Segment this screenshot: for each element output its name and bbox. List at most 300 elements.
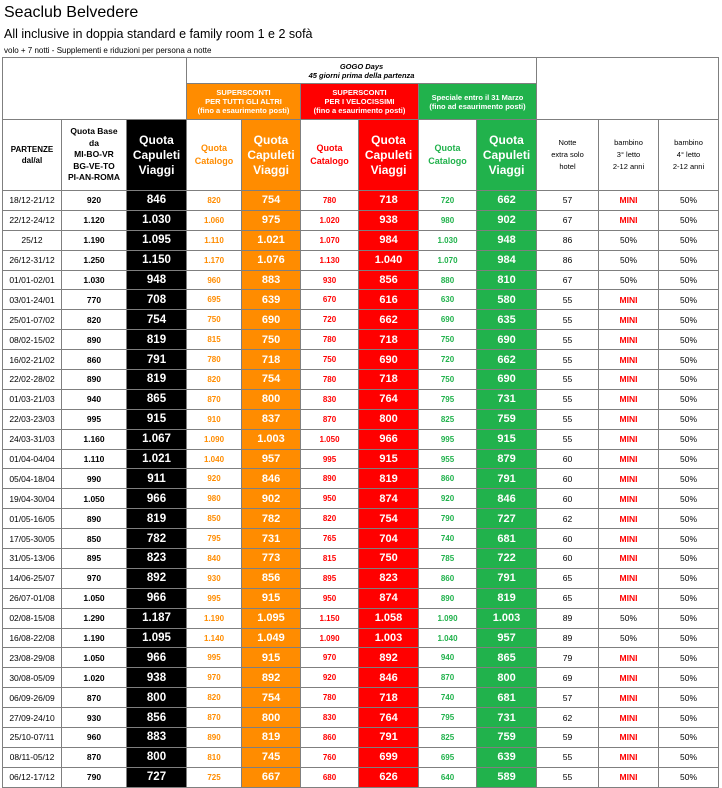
cell-bambino-3: MINI [599, 529, 659, 549]
cell-bambino-3: MINI [599, 449, 659, 469]
cell-bambino-3: MINI [599, 469, 659, 489]
header-quota-capuleti-green: Quota Capuleti Viaggi [477, 120, 537, 191]
cell-catalogo-red: 950 [301, 489, 359, 509]
cell-catalogo-orange: 750 [187, 310, 242, 330]
cell-bambino-4: 50% [659, 628, 719, 648]
cell-capuleti-green: 690 [477, 330, 537, 350]
table-row [3, 568, 719, 588]
cell-quota-capuleti: 1.030 [127, 210, 187, 230]
cell-notte-extra: 55 [537, 290, 599, 310]
cell-capuleti-red: 791 [359, 728, 419, 748]
cell-capuleti-orange: 639 [242, 290, 301, 310]
cell-capuleti-orange: 754 [242, 688, 301, 708]
table-row [3, 370, 719, 390]
gogo-header-row [3, 58, 719, 84]
cell-bambino-3: MINI [599, 767, 659, 787]
cell-catalogo-red: 830 [301, 708, 359, 728]
cell-quota-base: 890 [62, 370, 127, 390]
header-quota-catalogo-red: Quota Catalogo [301, 120, 359, 191]
table-row [3, 449, 719, 469]
cell-quota-capuleti: 966 [127, 489, 187, 509]
cell-bambino-4: 50% [659, 429, 719, 449]
cell-catalogo-orange: 1.040 [187, 449, 242, 469]
cell-partenza: 31/05-13/06 [3, 549, 62, 569]
cell-bambino-3: MINI [599, 389, 659, 409]
cell-quota-capuleti: 819 [127, 370, 187, 390]
cell-catalogo-green: 860 [419, 469, 477, 489]
table-row [3, 588, 719, 608]
cell-capuleti-red: 1.040 [359, 250, 419, 270]
page-note: volo + 7 notti - Supplementi e riduzioni per persona a notte [4, 46, 212, 55]
cell-quota-base: 1.250 [62, 250, 127, 270]
cell-bambino-3: 50% [599, 230, 659, 250]
cell-capuleti-green: 759 [477, 409, 537, 429]
cell-bambino-4: 50% [659, 290, 719, 310]
cell-bambino-3: 50% [599, 250, 659, 270]
cell-bambino-3: MINI [599, 429, 659, 449]
cell-catalogo-orange: 780 [187, 350, 242, 370]
cell-bambino-4: 50% [659, 688, 719, 708]
cell-catalogo-orange: 810 [187, 747, 242, 767]
cell-bambino-4: 50% [659, 330, 719, 350]
cell-capuleti-orange: 1.049 [242, 628, 301, 648]
cell-capuleti-red: 938 [359, 210, 419, 230]
cell-capuleti-red: 750 [359, 549, 419, 569]
cell-catalogo-green: 870 [419, 668, 477, 688]
cell-catalogo-red: 680 [301, 767, 359, 787]
cell-capuleti-red: 966 [359, 429, 419, 449]
cell-capuleti-green: 791 [477, 568, 537, 588]
cell-quota-base: 930 [62, 708, 127, 728]
cell-catalogo-red: 1.090 [301, 628, 359, 648]
table-row [3, 688, 719, 708]
cell-catalogo-red: 670 [301, 290, 359, 310]
cell-capuleti-green: 1.003 [477, 608, 537, 628]
cell-catalogo-red: 750 [301, 350, 359, 370]
header-bambino-3: bambino 3° letto 2-12 anni [599, 120, 659, 191]
cell-catalogo-green: 1.090 [419, 608, 477, 628]
cell-notte-extra: 60 [537, 549, 599, 569]
cell-catalogo-green: 720 [419, 191, 477, 211]
cell-catalogo-orange: 870 [187, 708, 242, 728]
cell-capuleti-green: 810 [477, 270, 537, 290]
cell-notte-extra: 60 [537, 489, 599, 509]
cell-catalogo-orange: 1.140 [187, 628, 242, 648]
cell-catalogo-red: 870 [301, 409, 359, 429]
cell-bambino-3: MINI [599, 409, 659, 429]
table-row [3, 389, 719, 409]
cell-capuleti-green: 865 [477, 648, 537, 668]
cell-catalogo-orange: 840 [187, 549, 242, 569]
cell-bambino-3: MINI [599, 648, 659, 668]
cell-catalogo-orange: 850 [187, 509, 242, 529]
cell-bambino-3: MINI [599, 588, 659, 608]
page-subtitle: All inclusive in doppia standard e family room 1 e 2 sofà [4, 27, 313, 41]
cell-capuleti-red: 874 [359, 489, 419, 509]
table-row [3, 608, 719, 628]
cell-bambino-3: MINI [599, 210, 659, 230]
cell-capuleti-green: 580 [477, 290, 537, 310]
cell-catalogo-orange: 1.090 [187, 429, 242, 449]
cell-capuleti-green: 759 [477, 728, 537, 748]
band-speciale-marzo: Speciale entro il 31 Marzo (fino ad esaurimento posti) [419, 84, 537, 120]
table-row [3, 728, 719, 748]
cell-partenza: 05/04-18/04 [3, 469, 62, 489]
header-quota-base: Quota Base da MI-BO-VR BG-VE-TO PI-AN-ROMA [62, 120, 127, 191]
cell-notte-extra: 55 [537, 747, 599, 767]
cell-quota-base: 890 [62, 330, 127, 350]
cell-bambino-4: 50% [659, 469, 719, 489]
cell-bambino-4: 50% [659, 270, 719, 290]
cell-partenza: 08/11-05/12 [3, 747, 62, 767]
table-row [3, 230, 719, 250]
cell-partenza: 02/08-15/08 [3, 608, 62, 628]
cell-bambino-3: MINI [599, 747, 659, 767]
band-supersconti-velocissimi: SUPERSCONTI PER I VELOCISSIMI (fino a esaurimento posti) [301, 84, 419, 120]
cell-catalogo-orange: 795 [187, 529, 242, 549]
table-row [3, 469, 719, 489]
cell-catalogo-green: 890 [419, 588, 477, 608]
table-row [3, 668, 719, 688]
cell-notte-extra: 57 [537, 688, 599, 708]
table-row [3, 191, 719, 211]
cell-bambino-4: 50% [659, 529, 719, 549]
cell-catalogo-green: 1.070 [419, 250, 477, 270]
cell-catalogo-red: 830 [301, 389, 359, 409]
cell-catalogo-red: 720 [301, 310, 359, 330]
cell-catalogo-green: 1.030 [419, 230, 477, 250]
cell-partenza: 01/04-04/04 [3, 449, 62, 469]
cell-capuleti-orange: 667 [242, 767, 301, 787]
cell-quota-base: 1.190 [62, 230, 127, 250]
cell-capuleti-red: 690 [359, 350, 419, 370]
cell-bambino-3: MINI [599, 350, 659, 370]
cell-capuleti-green: 984 [477, 250, 537, 270]
cell-catalogo-red: 890 [301, 469, 359, 489]
cell-capuleti-red: 1.058 [359, 608, 419, 628]
cell-quota-capuleti: 883 [127, 728, 187, 748]
cell-catalogo-red: 1.020 [301, 210, 359, 230]
cell-notte-extra: 62 [537, 708, 599, 728]
cell-quota-base: 770 [62, 290, 127, 310]
cell-catalogo-orange: 820 [187, 370, 242, 390]
cell-catalogo-green: 880 [419, 270, 477, 290]
cell-capuleti-green: 681 [477, 688, 537, 708]
cell-catalogo-red: 1.150 [301, 608, 359, 628]
cell-capuleti-orange: 1.095 [242, 608, 301, 628]
cell-catalogo-orange: 890 [187, 728, 242, 748]
cell-partenza: 01/05-16/05 [3, 509, 62, 529]
cell-bambino-4: 50% [659, 747, 719, 767]
cell-quota-base: 895 [62, 549, 127, 569]
cell-capuleti-orange: 915 [242, 648, 301, 668]
cell-notte-extra: 89 [537, 608, 599, 628]
cell-partenza: 06/12-17/12 [3, 767, 62, 787]
cell-catalogo-red: 780 [301, 370, 359, 390]
cell-catalogo-red: 920 [301, 668, 359, 688]
cell-notte-extra: 60 [537, 449, 599, 469]
cell-catalogo-orange: 970 [187, 668, 242, 688]
cell-partenza: 22/03-23/03 [3, 409, 62, 429]
cell-capuleti-orange: 902 [242, 489, 301, 509]
cell-quota-base: 1.190 [62, 628, 127, 648]
cell-bambino-4: 50% [659, 389, 719, 409]
cell-catalogo-red: 1.050 [301, 429, 359, 449]
cell-catalogo-green: 630 [419, 290, 477, 310]
cell-capuleti-orange: 754 [242, 191, 301, 211]
cell-catalogo-green: 750 [419, 330, 477, 350]
cell-bambino-4: 50% [659, 767, 719, 787]
header-blank-left [3, 58, 187, 120]
cell-capuleti-green: 662 [477, 350, 537, 370]
cell-catalogo-green: 790 [419, 509, 477, 529]
cell-notte-extra: 55 [537, 330, 599, 350]
cell-catalogo-orange: 980 [187, 489, 242, 509]
cell-catalogo-red: 1.130 [301, 250, 359, 270]
table-row [3, 509, 719, 529]
cell-bambino-4: 50% [659, 230, 719, 250]
cell-partenza: 25/01-07/02 [3, 310, 62, 330]
cell-quota-capuleti: 800 [127, 747, 187, 767]
cell-capuleti-orange: 718 [242, 350, 301, 370]
cell-partenza: 26/07-01/08 [3, 588, 62, 608]
cell-capuleti-green: 690 [477, 370, 537, 390]
cell-quota-base: 920 [62, 191, 127, 211]
cell-quota-capuleti: 791 [127, 350, 187, 370]
header-quota-capuleti-orange: Quota Capuleti Viaggi [242, 120, 301, 191]
cell-notte-extra: 67 [537, 270, 599, 290]
cell-bambino-3: MINI [599, 568, 659, 588]
cell-notte-extra: 55 [537, 767, 599, 787]
cell-bambino-4: 50% [659, 608, 719, 628]
cell-bambino-3: 50% [599, 270, 659, 290]
cell-capuleti-orange: 1.003 [242, 429, 301, 449]
cell-partenza: 25/12 [3, 230, 62, 250]
cell-capuleti-green: 800 [477, 668, 537, 688]
cell-catalogo-green: 690 [419, 310, 477, 330]
table-row [3, 529, 719, 549]
cell-capuleti-orange: 731 [242, 529, 301, 549]
cell-partenza: 23/08-29/08 [3, 648, 62, 668]
cell-bambino-3: MINI [599, 708, 659, 728]
cell-capuleti-orange: 837 [242, 409, 301, 429]
cell-quota-capuleti: 708 [127, 290, 187, 310]
cell-capuleti-red: 856 [359, 270, 419, 290]
cell-capuleti-red: 984 [359, 230, 419, 250]
cell-quota-capuleti: 823 [127, 549, 187, 569]
cell-capuleti-orange: 690 [242, 310, 301, 330]
cell-quota-capuleti: 1.187 [127, 608, 187, 628]
cell-catalogo-red: 820 [301, 509, 359, 529]
table-row [3, 290, 719, 310]
column-header-row [3, 120, 719, 191]
cell-bambino-4: 50% [659, 568, 719, 588]
cell-notte-extra: 57 [537, 191, 599, 211]
cell-catalogo-green: 980 [419, 210, 477, 230]
cell-quota-capuleti: 782 [127, 529, 187, 549]
cell-bambino-4: 50% [659, 449, 719, 469]
cell-quota-base: 1.050 [62, 588, 127, 608]
cell-catalogo-orange: 995 [187, 648, 242, 668]
cell-quota-capuleti: 911 [127, 469, 187, 489]
cell-capuleti-red: 874 [359, 588, 419, 608]
table-row [3, 250, 719, 270]
cell-bambino-4: 50% [659, 350, 719, 370]
cell-capuleti-green: 589 [477, 767, 537, 787]
cell-bambino-4: 50% [659, 409, 719, 429]
cell-catalogo-red: 780 [301, 191, 359, 211]
cell-notte-extra: 65 [537, 588, 599, 608]
cell-capuleti-green: 727 [477, 509, 537, 529]
cell-notte-extra: 65 [537, 568, 599, 588]
cell-bambino-3: MINI [599, 728, 659, 748]
cell-partenza: 19/04-30/04 [3, 489, 62, 509]
cell-capuleti-green: 846 [477, 489, 537, 509]
cell-bambino-3: MINI [599, 191, 659, 211]
cell-bambino-3: MINI [599, 489, 659, 509]
cell-capuleti-red: 616 [359, 290, 419, 310]
cell-notte-extra: 89 [537, 628, 599, 648]
cell-bambino-3: MINI [599, 509, 659, 529]
cell-quota-base: 1.020 [62, 668, 127, 688]
cell-bambino-4: 50% [659, 210, 719, 230]
cell-capuleti-green: 662 [477, 191, 537, 211]
cell-quota-base: 1.120 [62, 210, 127, 230]
cell-capuleti-green: 819 [477, 588, 537, 608]
cell-notte-extra: 69 [537, 668, 599, 688]
cell-partenza: 08/02-15/02 [3, 330, 62, 350]
cell-catalogo-green: 740 [419, 688, 477, 708]
cell-quota-base: 1.050 [62, 489, 127, 509]
cell-catalogo-red: 995 [301, 449, 359, 469]
cell-quota-base: 940 [62, 389, 127, 409]
cell-capuleti-orange: 883 [242, 270, 301, 290]
cell-bambino-3: MINI [599, 668, 659, 688]
cell-quota-base: 860 [62, 350, 127, 370]
cell-bambino-3: MINI [599, 549, 659, 569]
header-partenze: PARTENZE dal/al [3, 120, 62, 191]
cell-catalogo-green: 825 [419, 728, 477, 748]
cell-quota-base: 990 [62, 469, 127, 489]
cell-quota-capuleti: 938 [127, 668, 187, 688]
cell-bambino-3: 50% [599, 628, 659, 648]
cell-bambino-4: 50% [659, 509, 719, 529]
cell-quota-base: 1.290 [62, 608, 127, 628]
table-row [3, 708, 719, 728]
cell-bambino-3: 50% [599, 608, 659, 628]
cell-capuleti-orange: 957 [242, 449, 301, 469]
cell-capuleti-orange: 782 [242, 509, 301, 529]
cell-catalogo-green: 795 [419, 389, 477, 409]
cell-bambino-4: 50% [659, 708, 719, 728]
cell-catalogo-red: 950 [301, 588, 359, 608]
cell-catalogo-orange: 910 [187, 409, 242, 429]
cell-notte-extra: 86 [537, 250, 599, 270]
band-supersconti-tutti: SUPERSCONTI PER TUTTI GLI ALTRI (fino a esaurimento posti) [187, 84, 301, 120]
cell-catalogo-orange: 1.060 [187, 210, 242, 230]
cell-quota-capuleti: 892 [127, 568, 187, 588]
cell-capuleti-red: 764 [359, 389, 419, 409]
cell-capuleti-red: 718 [359, 330, 419, 350]
cell-catalogo-red: 765 [301, 529, 359, 549]
cell-catalogo-green: 860 [419, 568, 477, 588]
cell-capuleti-orange: 773 [242, 549, 301, 569]
cell-catalogo-green: 1.040 [419, 628, 477, 648]
cell-capuleti-orange: 846 [242, 469, 301, 489]
cell-bambino-4: 50% [659, 489, 719, 509]
cell-quota-capuleti: 966 [127, 648, 187, 668]
cell-capuleti-green: 681 [477, 529, 537, 549]
cell-quota-capuleti: 819 [127, 509, 187, 529]
cell-quota-capuleti: 819 [127, 330, 187, 350]
cell-catalogo-orange: 1.190 [187, 608, 242, 628]
cell-bambino-3: MINI [599, 370, 659, 390]
cell-capuleti-green: 731 [477, 389, 537, 409]
cell-capuleti-orange: 915 [242, 588, 301, 608]
table-row [3, 310, 719, 330]
cell-partenza: 24/03-31/03 [3, 429, 62, 449]
cell-capuleti-red: 718 [359, 688, 419, 708]
cell-capuleti-red: 662 [359, 310, 419, 330]
cell-catalogo-green: 995 [419, 429, 477, 449]
cell-capuleti-red: 754 [359, 509, 419, 529]
table-row [3, 767, 719, 787]
table-row [3, 210, 719, 230]
cell-notte-extra: 55 [537, 350, 599, 370]
cell-capuleti-orange: 754 [242, 370, 301, 390]
cell-catalogo-orange: 1.170 [187, 250, 242, 270]
cell-capuleti-orange: 800 [242, 708, 301, 728]
header-quota-capuleti-red: Quota Capuleti Viaggi [359, 120, 419, 191]
cell-capuleti-green: 915 [477, 429, 537, 449]
cell-capuleti-red: 704 [359, 529, 419, 549]
cell-quota-capuleti: 915 [127, 409, 187, 429]
table-row [3, 429, 719, 449]
cell-catalogo-red: 780 [301, 688, 359, 708]
cell-capuleti-orange: 1.021 [242, 230, 301, 250]
cell-partenza: 17/05-30/05 [3, 529, 62, 549]
cell-capuleti-red: 718 [359, 370, 419, 390]
cell-notte-extra: 67 [537, 210, 599, 230]
cell-capuleti-orange: 750 [242, 330, 301, 350]
cell-partenza: 30/08-05/09 [3, 668, 62, 688]
cell-quota-capuleti: 865 [127, 389, 187, 409]
cell-capuleti-red: 915 [359, 449, 419, 469]
cell-partenza: 22/02-28/02 [3, 370, 62, 390]
cell-catalogo-green: 940 [419, 648, 477, 668]
cell-quota-base: 1.030 [62, 270, 127, 290]
cell-quota-base: 870 [62, 688, 127, 708]
cell-capuleti-green: 722 [477, 549, 537, 569]
cell-quota-base: 850 [62, 529, 127, 549]
cell-bambino-4: 50% [659, 549, 719, 569]
cell-catalogo-orange: 960 [187, 270, 242, 290]
cell-bambino-4: 50% [659, 191, 719, 211]
cell-capuleti-red: 764 [359, 708, 419, 728]
cell-catalogo-red: 930 [301, 270, 359, 290]
table-row [3, 747, 719, 767]
cell-capuleti-red: 819 [359, 469, 419, 489]
cell-quota-capuleti: 1.095 [127, 628, 187, 648]
cell-quota-capuleti: 856 [127, 708, 187, 728]
cell-partenza: 16/08-22/08 [3, 628, 62, 648]
cell-partenza: 22/12-24/12 [3, 210, 62, 230]
cell-catalogo-red: 780 [301, 330, 359, 350]
cell-catalogo-red: 860 [301, 728, 359, 748]
cell-quota-base: 1.110 [62, 449, 127, 469]
cell-capuleti-orange: 745 [242, 747, 301, 767]
cell-notte-extra: 55 [537, 310, 599, 330]
